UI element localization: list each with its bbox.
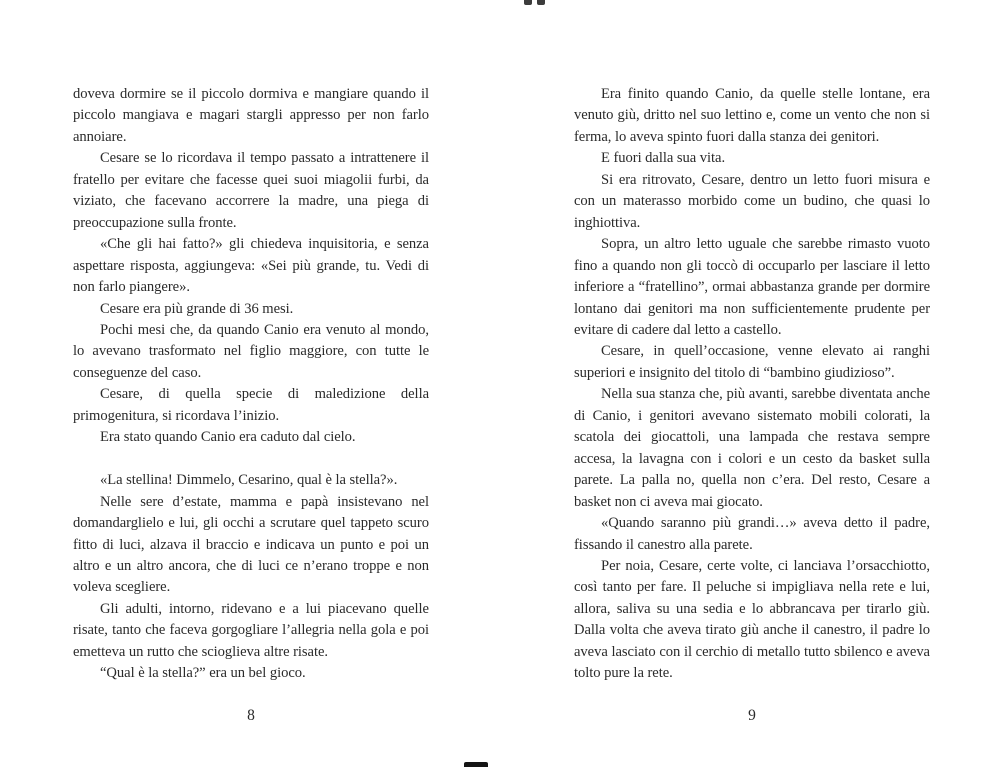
- paragraph: «Quando saranno più grandi…» aveva detto il padre, fissando il canestro alla parete.: [574, 515, 930, 553]
- paragraph: Per noia, Cesare, certe volte, ci lanciava l’orsacchiotto, così tanto per fare. Il peluche si impigliava nella rete e lui, allora, saliva su una sedia e lo abbrancava per tirarlo giù. Dalla volta che aveva tirato giù anche il canestro, il padre lo aveva lasciato con il cerchio di metallo tutto sbilenco e aveva tolto pure la rete.: [574, 557, 930, 682]
- paragraph: Sopra, un altro letto uguale che sarebbe rimasto vuoto fino a quando non gli toccò di occuparlo per lasciare il letto inferiore a “fratellino”, ormai abbastanza grande per dormire lontano dai genitori ma non sufficientemente prudente per evitare di cadere dal letto a castello.: [574, 236, 930, 338]
- paragraph: “Qual è la stella?” era un bel gioco.: [100, 665, 306, 682]
- paragraph: Pochi mesi che, da quando Canio era venuto al mondo, lo avevano trasformato nel figlio maggiore, con tutte le conseguenze del caso.: [73, 321, 429, 381]
- paragraph: Era stato quando Canio era caduto dal cielo.: [100, 429, 356, 446]
- paragraph: Cesare se lo ricordava il tempo passato a intrattenere il fratello per evitare che facesse quei suoi miagolii furbi, da viziato, che facevano accorrere la madre, una piega di preoccupazione sulla fronte.: [73, 150, 429, 231]
- paragraph: Si era ritrovato, Cesare, dentro un letto fuori misura e con un materasso morbido come un budino, che quasi lo inghiottiva.: [574, 171, 930, 231]
- paragraph: «La stellina! Dimmelo, Cesarino, qual è la stella?».: [100, 472, 398, 489]
- page-number-right: 9: [748, 707, 756, 724]
- paragraph: Gli adulti, intorno, ridevano e a lui piacevano quelle risate, tanto che faceva gorgogliare l’allegria nella gola e poi emetteva un rutto che scioglieva altre risate.: [73, 600, 429, 660]
- paragraph: Era finito quando Canio, da quelle stelle lontane, era venuto giù, dritto nel suo lettino e, come un vento che non si ferma, lo aveva spinto fuori dalla stanza dei genitori.: [574, 86, 930, 145]
- paragraph: Nelle sere d’estate, mamma e papà insistevano nel domandarglielo e lui, gli occhi a scrutare quel tappeto scuro fitto di luci, alzava il braccio e indicava un punto e poi un altro e un altro ancora, che di luci ce n’erano troppe e non voleva scegliere.: [73, 493, 429, 596]
- paragraph: E fuori dalla sua vita.: [601, 150, 726, 167]
- paragraph: Cesare, in quell’occasione, venne elevato ai ranghi superiori e insignito del titolo di “bambino giudizioso”.: [574, 343, 930, 381]
- top-edge-artifact-left: [524, 0, 532, 5]
- paragraph-spacer: [73, 449, 429, 470]
- paragraph: Nella sua stanza che, più avanti, sarebbe diventata anche di Canio, i genitori avevano sistemato mobili colorati, la scatola dei giocattoli, una lampada che restava sempre accesa, la lavagna con i colori e un cesto da basket sulla parete. La palla no, quella non c’era. Del resto, Cesare a basket non ci aveva mai giocato.: [574, 386, 930, 510]
- page-left-text: [73, 84, 429, 685]
- page-number-left: 8: [247, 707, 255, 724]
- top-edge-artifact-right: [537, 0, 545, 5]
- page-right-text: [574, 84, 930, 685]
- paragraph: Cesare era più grande di 36 mesi.: [100, 300, 294, 317]
- paragraph: «Che gli hai fatto?» gli chiedeva inquisitoria, e senza aspettare risposta, aggiungeva: «Sei più grande, tu. Vedi di non farlo piangere».: [73, 236, 429, 296]
- drag-handle[interactable]: [464, 762, 488, 767]
- paragraph: doveva dormire se il piccolo dormiva e mangiare quando il piccolo mangiava e magari stargli appresso per non farlo annoiare.: [73, 86, 429, 145]
- paragraph: Cesare, di quella specie di maledizione della primogenitura, si ricordava l’inizio.: [73, 386, 429, 424]
